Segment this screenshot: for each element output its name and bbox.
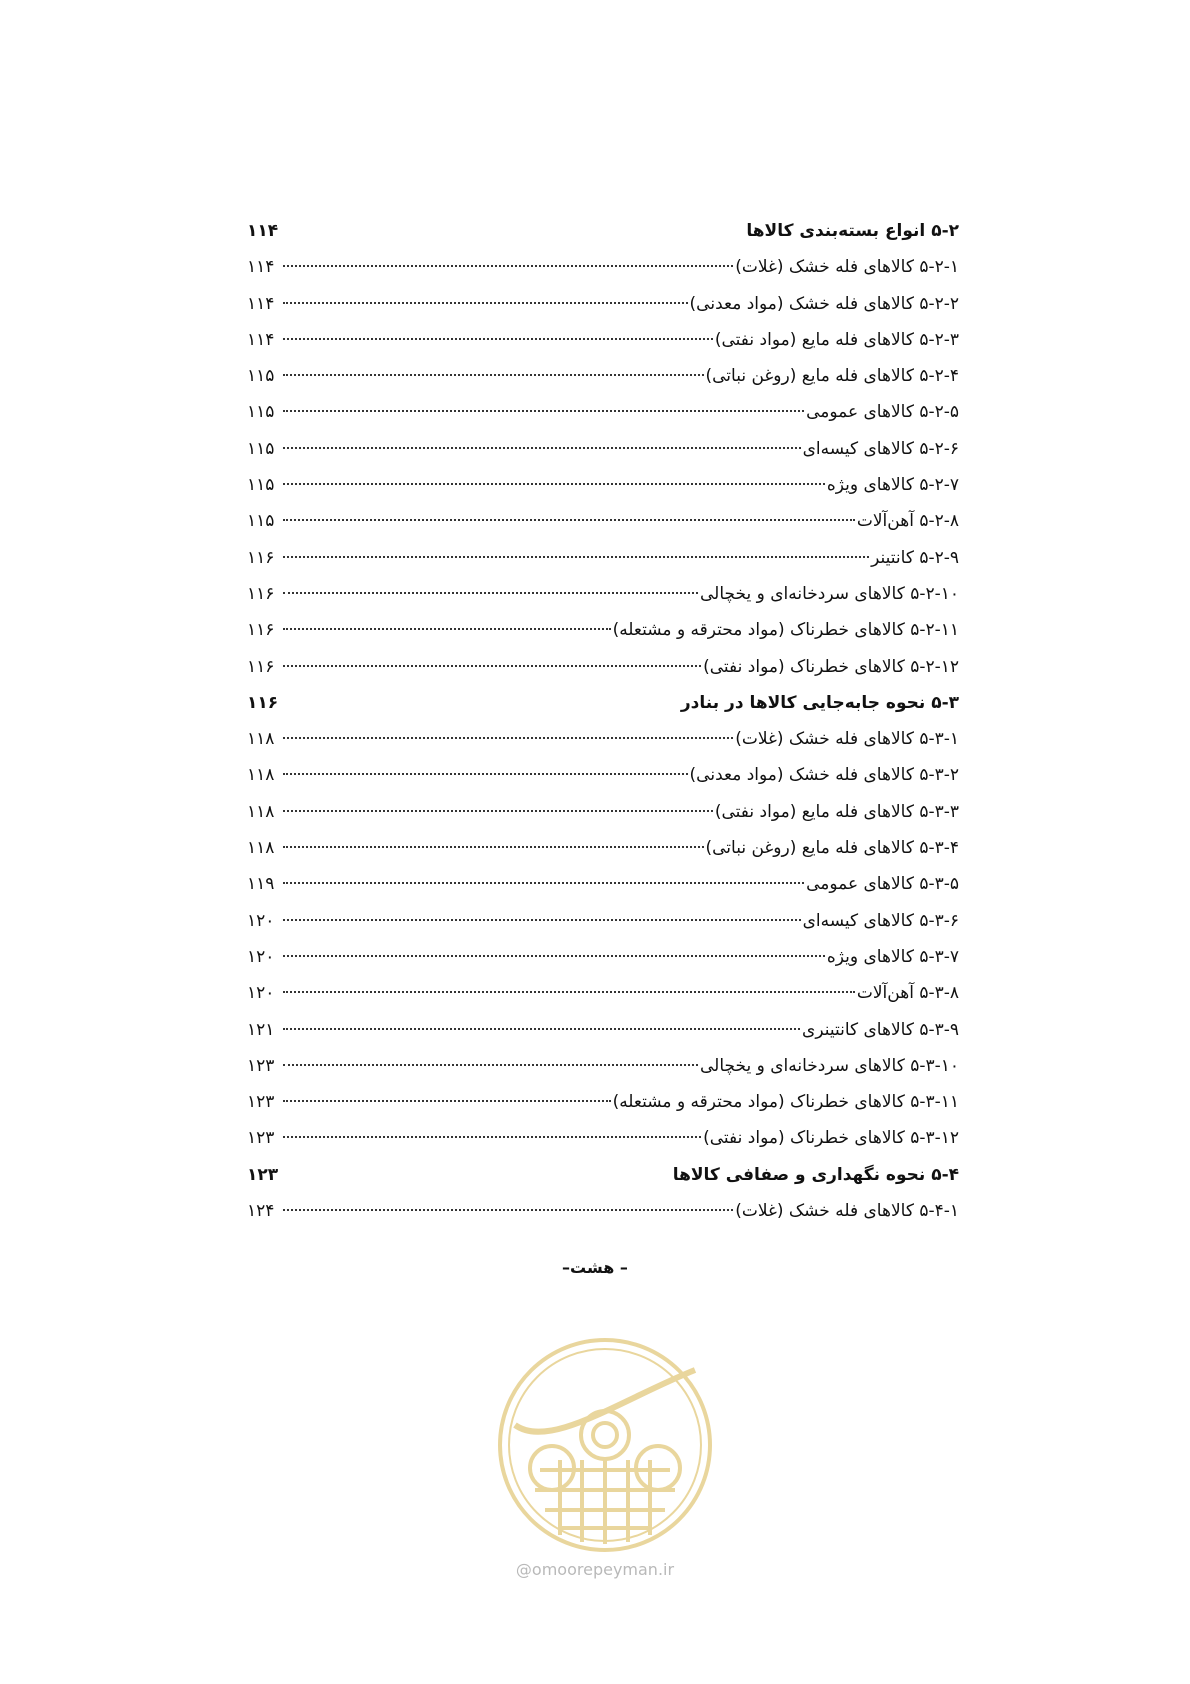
toc-entry-title: ۵-۳-۱ کالاهای فله خشک (غلات) (735, 729, 959, 750)
toc-entry-title: ۵-۲-۶ کالاهای کیسه‌ای (802, 438, 959, 459)
toc-entry-page: ۱۱۶ (247, 656, 275, 677)
toc-entry[interactable] (247, 322, 959, 358)
dot-leader (283, 592, 698, 594)
toc-entry-title: ۵-۴ نحوه نگهداری و صفافی کالاها (672, 1164, 959, 1185)
toc-entry[interactable] (247, 394, 959, 430)
toc-entry-title: ۵-۲-۲ کالاهای فله خشک (مواد معدنی) (689, 293, 959, 314)
table-of-contents (247, 213, 959, 1229)
dot-leader (283, 665, 701, 667)
page-number-footer: – هشت– (562, 1258, 628, 1277)
toc-entry-page: ۱۱۵ (247, 511, 275, 532)
toc-entry[interactable] (247, 649, 959, 685)
toc-entry-page: ۱۱۴ (247, 221, 279, 241)
dot-leader (283, 519, 855, 521)
dot-leader (283, 556, 869, 558)
toc-section-heading[interactable] (247, 1157, 959, 1193)
dot-leader (283, 737, 733, 739)
toc-entry-page: ۱۱۸ (247, 765, 275, 786)
toc-entry-page: ۱۲۳ (247, 1164, 279, 1185)
toc-entry-title: ۵-۳ نحوه جابه‌جایی کالاها در بنادر (680, 692, 959, 713)
toc-entry-title: ۵-۲-۳ کالاهای فله مایع (مواد نفتی) (714, 329, 959, 350)
toc-entry-title: ۵-۴-۱ کالاهای فله خشک (غلات) (735, 1201, 959, 1222)
toc-entry-title: ۵-۳-۸ آهن‌آلات (856, 983, 959, 1004)
toc-entry[interactable] (247, 286, 959, 322)
toc-entry-page: ۱۱۴ (247, 293, 275, 314)
dot-leader (283, 265, 733, 267)
toc-entry-page: ۱۱۵ (247, 438, 275, 459)
toc-entry-page: ۱۲۰ (247, 910, 275, 931)
toc-entry-title: ۵-۳-۱۲ کالاهای خطرناک (مواد نفتی) (703, 1128, 959, 1149)
toc-entry-title: ۵-۲-۴ کالاهای فله مایع (روغن نباتی) (705, 366, 959, 387)
dot-leader (283, 882, 804, 884)
toc-entry[interactable] (247, 576, 959, 612)
toc-entry-title: ۵-۲-۸ آهن‌آلات (856, 511, 959, 532)
toc-entry-page: ۱۲۰ (247, 983, 275, 1004)
dot-leader (283, 1028, 800, 1030)
toc-entry[interactable] (247, 358, 959, 394)
toc-entry[interactable] (247, 612, 959, 648)
toc-entry-page: ۱۱۵ (247, 402, 275, 423)
toc-entry[interactable] (247, 830, 959, 866)
toc-entry[interactable] (247, 1193, 959, 1229)
toc-entry[interactable] (247, 249, 959, 285)
toc-entry[interactable] (247, 540, 959, 576)
dot-leader (283, 1136, 701, 1138)
toc-entry-title: ۵-۲-۱۱ کالاهای خطرناک (مواد محترقه و مشتعله) (612, 620, 959, 641)
toc-entry-page: ۱۱۵ (247, 366, 275, 387)
watermark-seal-icon (490, 1330, 720, 1560)
toc-entry[interactable] (247, 939, 959, 975)
toc-entry-page: ۱۲۳ (247, 1092, 275, 1113)
toc-entry-title: ۵-۲-۹ کانتینر (871, 547, 959, 568)
toc-entry-title: ۵-۲-۷ کالاهای ویژه (826, 475, 959, 496)
toc-entry[interactable] (247, 1120, 959, 1156)
toc-entry-page: ۱۱۴ (247, 257, 275, 278)
toc-section-heading[interactable] (247, 213, 959, 249)
toc-entry-title: ۵-۲-۱ کالاهای فله خشک (غلات) (735, 257, 959, 278)
toc-entry-title: ۵-۳-۶ کالاهای کیسه‌ای (802, 910, 959, 931)
dot-leader (283, 1209, 733, 1211)
toc-entry-title: ۵-۳-۵ کالاهای عمومی (806, 874, 959, 895)
dot-leader (283, 374, 704, 376)
toc-entry[interactable] (247, 721, 959, 757)
toc-entry-title: ۵-۲-۱۲ کالاهای خطرناک (مواد نفتی) (703, 656, 959, 677)
toc-entry[interactable] (247, 794, 959, 830)
toc-entry[interactable] (247, 1048, 959, 1084)
dot-leader (283, 483, 825, 485)
toc-entry-title: ۵-۳-۱۰ کالاهای سردخانه‌ای و یخچالی (699, 1055, 959, 1076)
toc-entry[interactable] (247, 1084, 959, 1120)
toc-entry-title: ۵-۲ انواع بسته‌بندی کالاها (746, 221, 959, 241)
toc-entry-page: ۱۱۸ (247, 801, 275, 822)
dot-leader (283, 955, 825, 957)
toc-entry-page: ۱۲۳ (247, 1055, 275, 1076)
toc-entry[interactable] (247, 1012, 959, 1048)
toc-entry-page: ۱۱۶ (247, 547, 275, 568)
toc-entry-title: ۵-۲-۱۰ کالاهای سردخانه‌ای و یخچالی (699, 583, 959, 604)
dot-leader (283, 628, 611, 630)
dot-leader (283, 1064, 698, 1066)
toc-entry[interactable] (247, 757, 959, 793)
dot-leader (283, 991, 855, 993)
toc-entry-page: ۱۲۱ (247, 1019, 275, 1040)
toc-entry-page: ۱۱۶ (247, 620, 275, 641)
toc-section-heading[interactable] (247, 685, 959, 721)
toc-entry-title: ۵-۳-۱۱ کالاهای خطرناک (مواد محترقه و مشتعله) (612, 1092, 959, 1113)
toc-entry-page: ۱۲۴ (247, 1201, 275, 1222)
dot-leader (283, 302, 688, 304)
toc-entry[interactable] (247, 503, 959, 539)
toc-entry-title: ۵-۳-۹ کالاهای کانتینری (802, 1019, 959, 1040)
toc-entry-title: ۵-۲-۵ کالاهای عمومی (806, 402, 959, 423)
toc-entry[interactable] (247, 866, 959, 902)
toc-entry-page: ۱۲۳ (247, 1128, 275, 1149)
toc-entry[interactable] (247, 431, 959, 467)
dot-leader (283, 846, 704, 848)
toc-entry-page: ۱۱۶ (247, 583, 275, 604)
toc-entry-title: ۵-۳-۷ کالاهای ویژه (826, 946, 959, 967)
toc-entry-page: ۱۱۶ (247, 692, 279, 713)
toc-entry-page: ۱۲۰ (247, 946, 275, 967)
toc-entry-title: ۵-۳-۲ کالاهای فله خشک (مواد معدنی) (689, 765, 959, 786)
dot-leader (283, 338, 713, 340)
toc-entry[interactable] (247, 467, 959, 503)
toc-entry-title: ۵-۳-۳ کالاهای فله مایع (مواد نفتی) (714, 801, 959, 822)
toc-entry[interactable] (247, 975, 959, 1011)
toc-entry[interactable] (247, 903, 959, 939)
dot-leader (283, 410, 804, 412)
toc-entry-page: ۱۱۸ (247, 838, 275, 859)
dot-leader (283, 810, 713, 812)
toc-entry-page: ۱۱۹ (247, 874, 275, 895)
toc-entry-page: ۱۱۵ (247, 475, 275, 496)
dot-leader (283, 919, 801, 921)
watermark-url: @omoorepeyman.ir (515, 1560, 675, 1579)
dot-leader (283, 447, 801, 449)
dot-leader (283, 773, 688, 775)
dot-leader (283, 1100, 611, 1102)
toc-entry-page: ۱۱۸ (247, 729, 275, 750)
toc-entry-title: ۵-۳-۴ کالاهای فله مایع (روغن نباتی) (705, 838, 959, 859)
toc-entry-page: ۱۱۴ (247, 329, 275, 350)
